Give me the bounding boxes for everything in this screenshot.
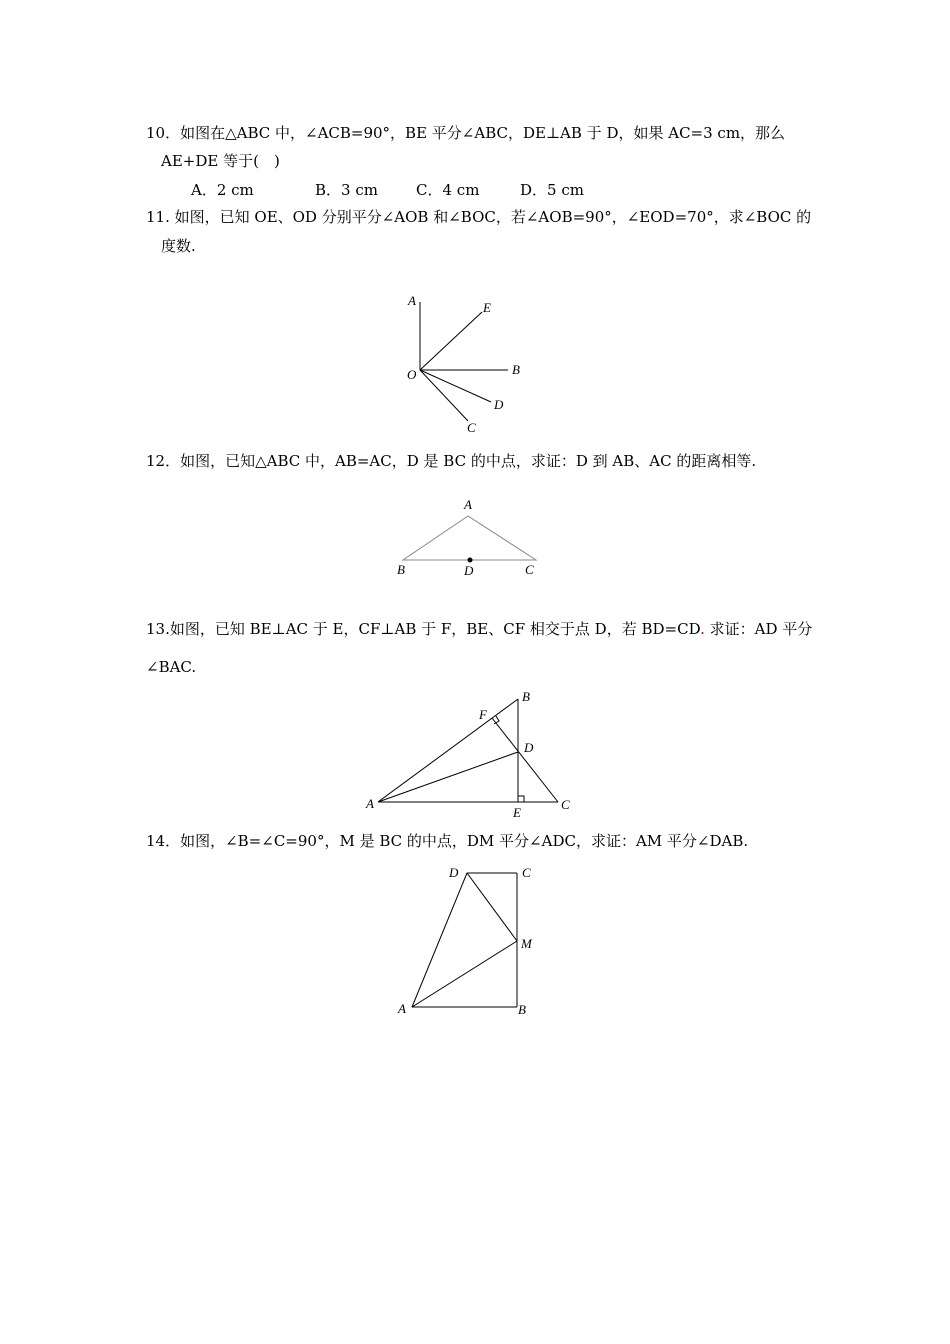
q10-option-c: C．4 cm [416, 181, 480, 199]
q13-label-c: C [561, 797, 570, 812]
q10-text-line2: AE+DE 等于( ) [161, 152, 280, 170]
seg-ad [378, 752, 518, 802]
q12-label-b: B [397, 562, 405, 577]
q11-label-o: O [407, 367, 417, 382]
q14-label-c: C [522, 865, 531, 880]
seg-ab [378, 699, 518, 802]
q12-figure [390, 492, 550, 582]
seg-cf [492, 718, 558, 802]
q12-text-line1: 12．如图，已知△ABC 中，AB=AC，D 是 BC 的中点，求证：D 到 AB、AC 的距离相等. [146, 452, 757, 470]
q13-text-line2: ∠BAC. [146, 658, 197, 676]
q14-label-d: D [449, 865, 459, 880]
q14-label-a: A [398, 1001, 406, 1016]
q13-label-d: D [524, 740, 534, 755]
q13-text-dot: . [700, 620, 705, 638]
seg-am [412, 941, 517, 1007]
seg-ad [412, 873, 467, 1007]
seg-dm [467, 873, 517, 941]
q13-label-b: B [522, 689, 530, 704]
q11-text-line1: 11. 如图，已知 OE、OD 分别平分∠AOB 和∠BOC，若∠AOB=90°，∠EOD=70°，求∠BOC 的 [146, 208, 812, 226]
q12-label-d: D [464, 563, 474, 578]
right-angle-e [518, 796, 524, 802]
q14-label-m: M [521, 936, 532, 951]
ray-od [420, 370, 491, 402]
q11-label-e: E [483, 300, 491, 315]
q10-text-line1: 10．如图在△ABC 中，∠ACB=90°，BE 平分∠ABC，DE⊥AB 于 D，如果 AC=3 cm，那么 [146, 124, 786, 142]
q10-option-d: D．5 cm [520, 181, 584, 199]
q14-text-line1: 14．如图，∠B=∠C=90°，M 是 BC 的中点，DM 平分∠ADC，求证：AM 平分∠DAB. [146, 832, 749, 850]
q14-label-b: B [518, 1002, 526, 1017]
q13-text-line1 [146, 619, 812, 639]
q11-label-c: C [467, 420, 476, 435]
q13-label-f: F [479, 707, 487, 722]
q11-figure [395, 285, 535, 440]
q10-option-a: A．2 cm [191, 181, 254, 199]
ray-oc [420, 370, 468, 421]
q11-label-a: A [408, 293, 416, 308]
triangle-abc [403, 516, 536, 560]
q13-label-a: A [366, 796, 374, 811]
right-angle-f [494, 716, 499, 724]
q11-label-d: D [494, 397, 504, 412]
q11-text-line2: 度数. [161, 237, 196, 255]
q14-figure [390, 860, 550, 1020]
q13-figure [360, 685, 580, 825]
q12-label-c: C [525, 562, 534, 577]
q11-label-b: B [512, 362, 520, 377]
ray-oe [420, 312, 482, 370]
q10-option-b: B．3 cm [315, 181, 378, 199]
q12-label-a: A [464, 497, 472, 512]
q13-text-part1: 13.如图，已知 BE⊥AC 于 E，CF⊥AB 于 F，BE、CF 相交于点 D，若 BD=CD [146, 620, 701, 638]
q13-text-part2: 求证：AD 平分 [704, 620, 813, 638]
q13-label-e: E [513, 805, 521, 820]
midpoint-d [468, 558, 473, 563]
